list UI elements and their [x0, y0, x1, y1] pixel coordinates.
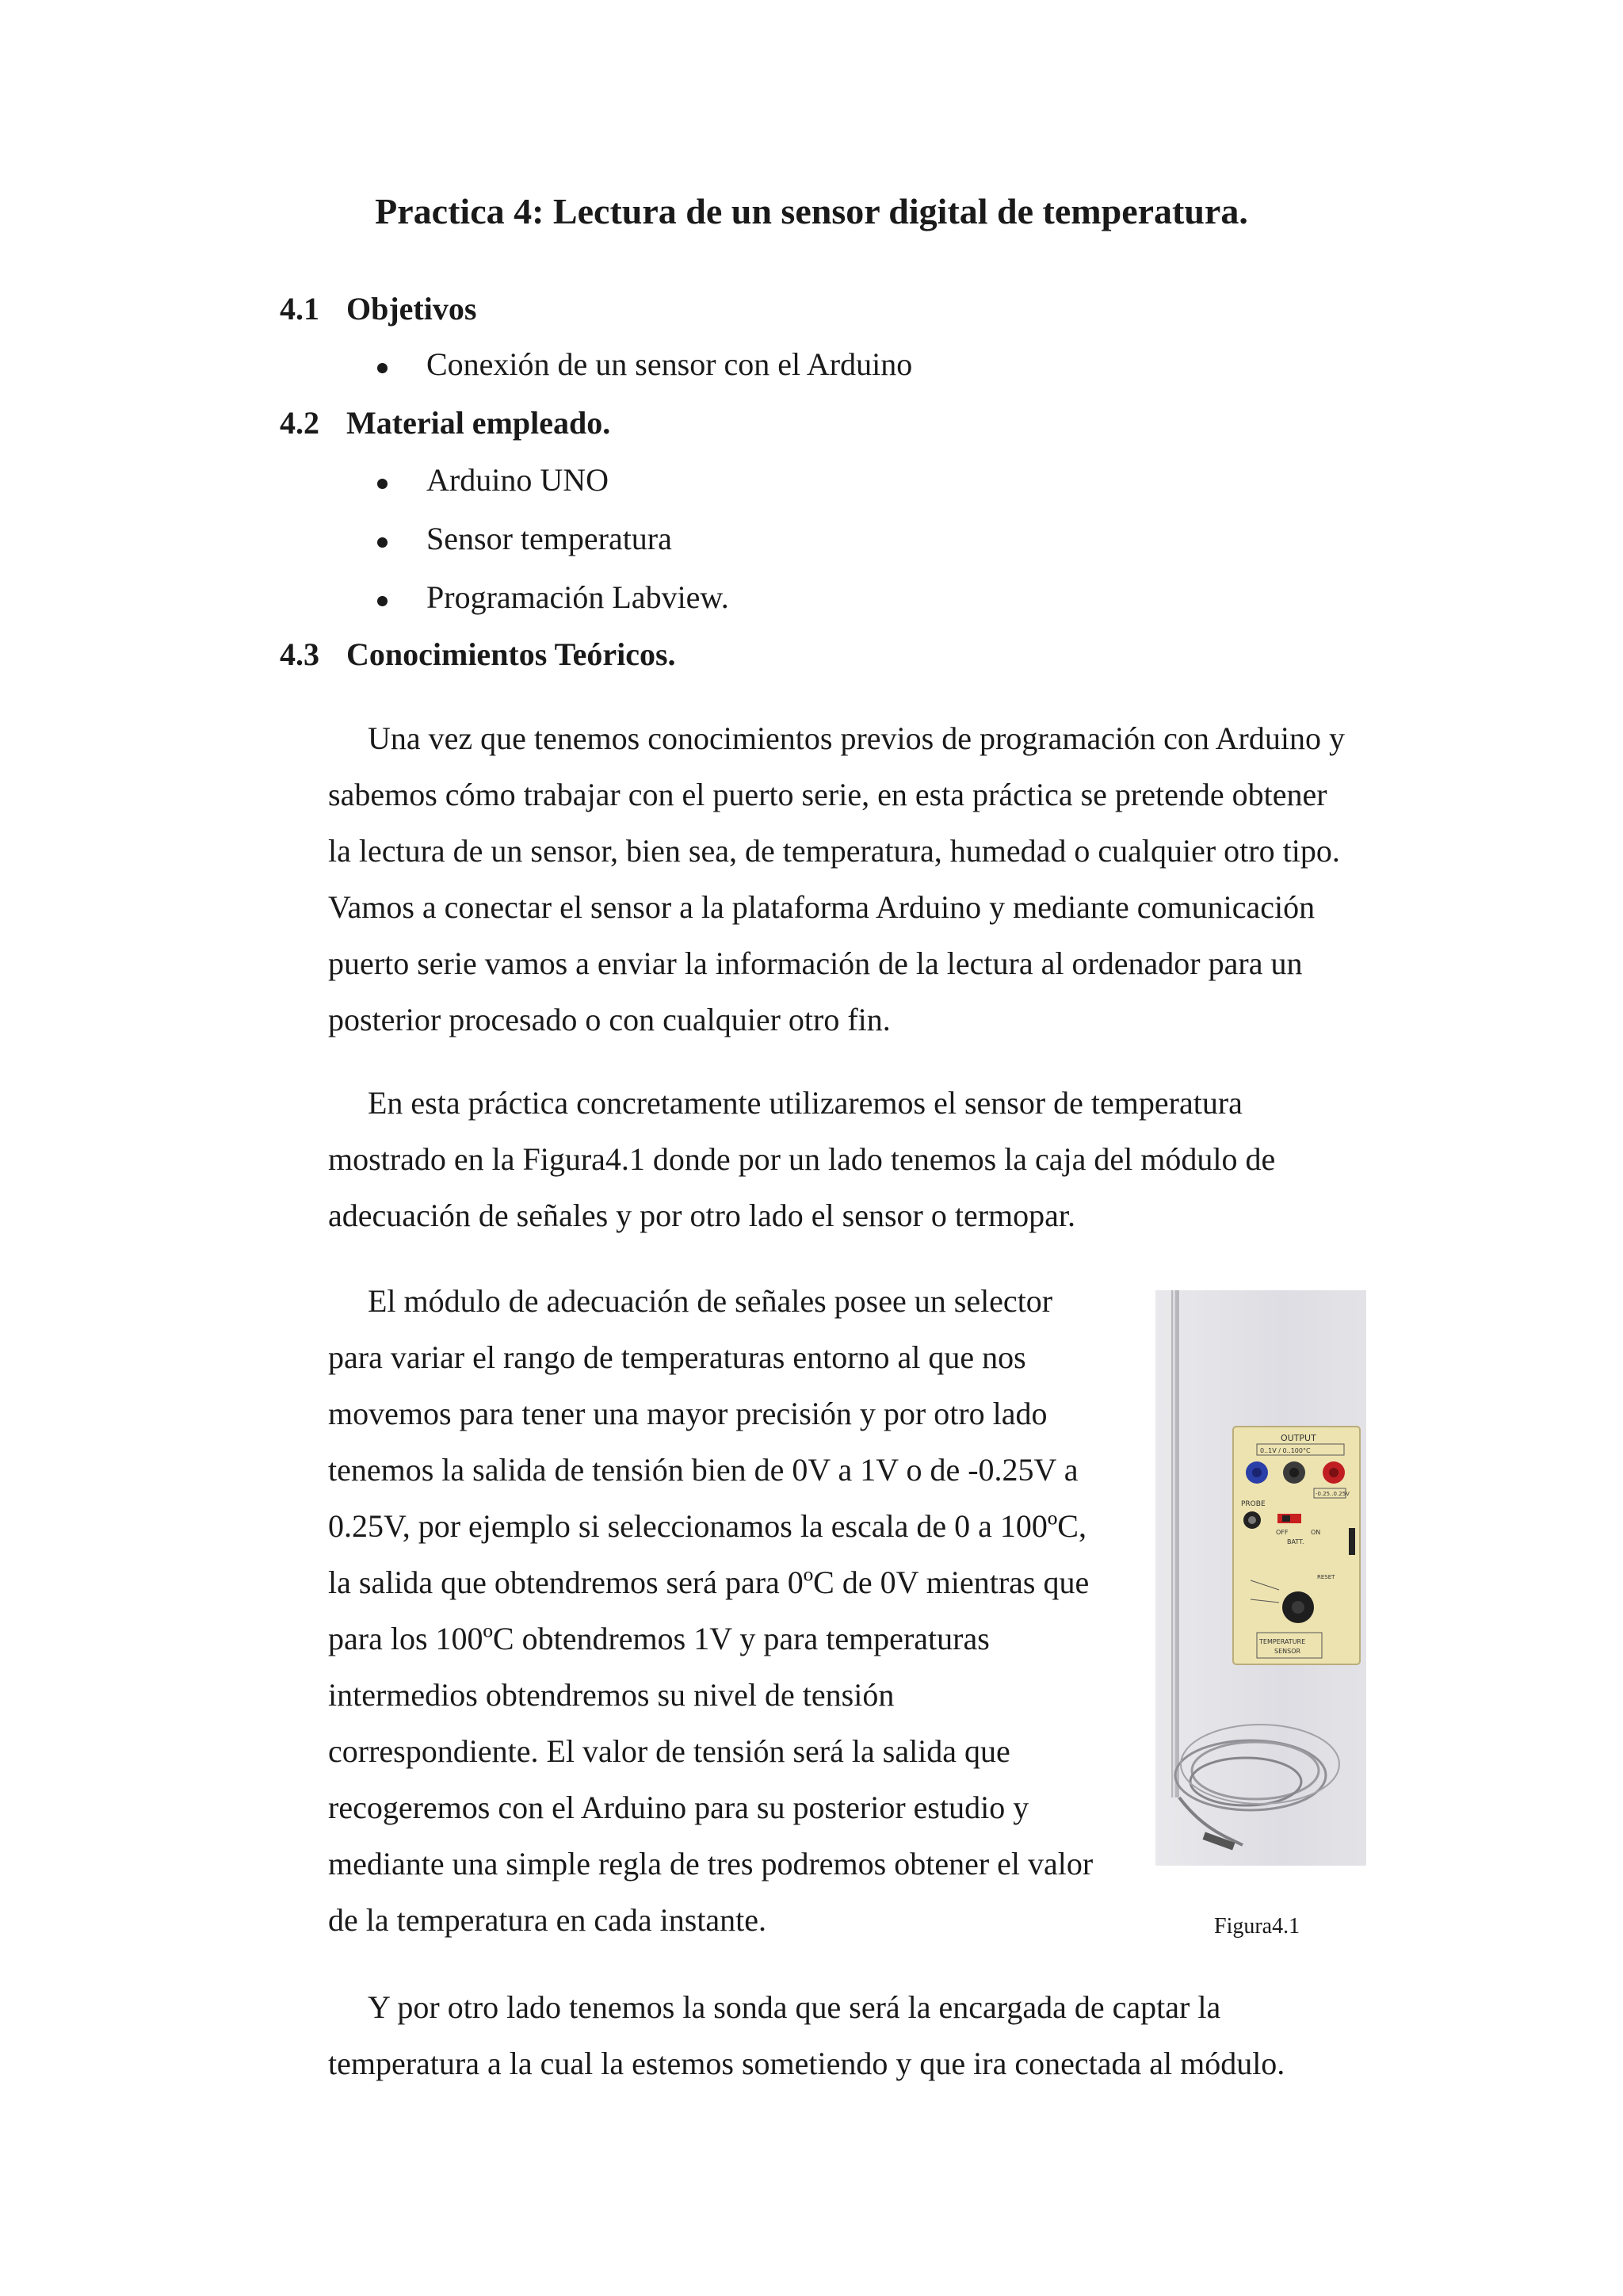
section-heading-objetivos	[280, 290, 476, 327]
section-heading-material	[280, 404, 610, 441]
paragraph-probe: Y por otro lado tenemos la sonda que será la encargada de captar la temperatura a la cual la estemos sometiendo y que ira conectada al módulo.	[328, 1989, 1285, 2081]
sensor-label-1: TEMPERATURE	[1259, 1638, 1306, 1645]
probe-label: PROBE	[1241, 1500, 1266, 1508]
off-label: OFF	[1276, 1529, 1289, 1536]
bullet-icon	[377, 363, 388, 373]
paragraph-intro: Una vez que tenemos conocimientos previos de programación con Arduino y sabemos cómo trabajar con el puerto serie, en esta práctica se pretende obtener la lectura de un sensor, bien sea, de temperatura, humedad o cualquier otro tipo. Vamos a conectar el sensor a la plataforma Arduino y mediante comunicación puerto serie vamos a enviar la información de la lectura al ordenador para un posterior procesado o con cualquier otro fin.	[328, 720, 1345, 1037]
section-title: Material empleado.	[346, 405, 611, 441]
range-b-label: -0.25..0.25V	[1316, 1491, 1350, 1497]
bullet-icon	[377, 537, 388, 548]
section-number: 4.2	[280, 405, 319, 441]
figure-caption: Figura4.1	[1214, 1914, 1300, 1939]
page-title: Practica 4: Lectura de un sensor digital de temperatura.	[375, 191, 1248, 231]
figure-photo	[1155, 1290, 1366, 1866]
batt-label: BATT.	[1287, 1538, 1304, 1545]
bullet-icon	[377, 479, 388, 489]
temperature-sensor-module-image	[1155, 1290, 1366, 1866]
sensor-label-2: SENSOR	[1274, 1648, 1301, 1655]
section-heading-conocimientos	[280, 636, 676, 673]
section-title: Objetivos	[346, 291, 477, 327]
reset-label: RESET	[1317, 1574, 1335, 1580]
output-label: OUTPUT	[1281, 1433, 1316, 1443]
range-a-label: 0..1V / 0..100°C	[1260, 1447, 1311, 1454]
on-label: ON	[1311, 1529, 1321, 1536]
paragraph-module: El módulo de adecuación de señales posee un selector para variar el rango de temperaturas entorno al que nos movemos para tener una mayor precisión y por otro lado tenemos la salida de tensión bien de 0V a 1V o de -0.25V a 0.25V, por ejemplo si seleccionamos la escala de 0 a 100ºC, la salida que obtendremos será para 0ºC de 0V mientras que para los 100ºC obtendremos 1V y para temperaturas intermedios obtendremos su nivel de tensión correspondiente. El valor de tensión será la salida que recogeremos con el Arduino para su posterior estudio y mediante una simple regla de tres podremos obtener el valor de la temperatura en cada instante.	[328, 1283, 1094, 1938]
bullet-icon	[377, 596, 388, 606]
section-number: 4.1	[280, 291, 319, 327]
section-title: Conocimientos Teóricos.	[346, 636, 676, 672]
section-number: 4.3	[280, 636, 319, 672]
paragraph-sensor: En esta práctica concretamente utilizaremos el sensor de temperatura mostrado en la Figura4.1 donde por un lado tenemos la caja del módulo de adecuación de señales y por otro lado el sensor o termopar.	[328, 1085, 1276, 1233]
